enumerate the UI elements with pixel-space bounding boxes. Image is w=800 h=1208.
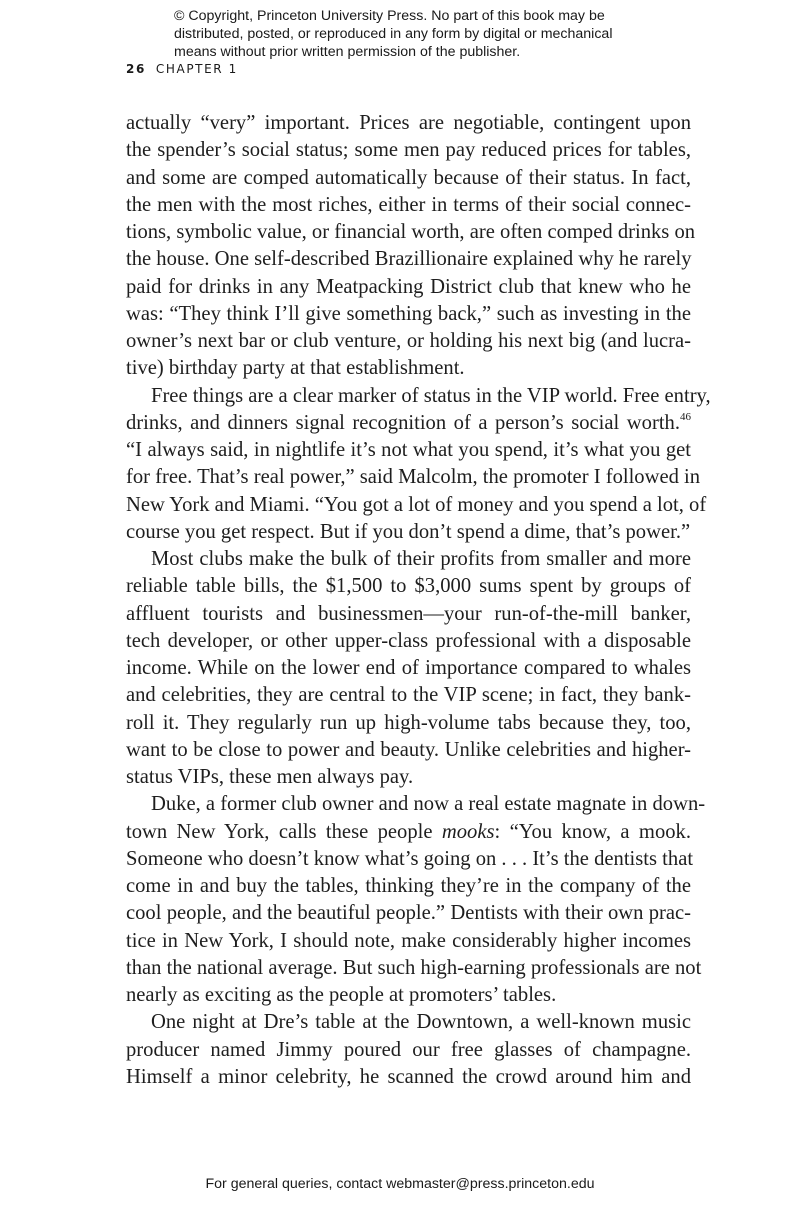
paragraph-start-line: Free things are a clear marker of status in the VIP world. Free entry, [151,384,711,407]
text-line: income. While on the lower end of importance compared to whales [126,657,691,679]
text-line: tice in New York, I should note, make considerably higher incomes [126,929,691,952]
text-line: nearly as exciting as the people at promoters’ tables. [126,984,557,1006]
copyright-line: distributed, posted, or reproduced in any form by digital or mechanical [174,26,613,42]
text-line: New York and Miami. “You got a lot of money and you spend a lot, of [126,493,707,516]
text-line: the house. One self-described Brazillionaire explained why he rarely [126,248,692,271]
text-segment: town New York, calls these people [126,820,442,843]
copyright-notice [174,7,644,61]
paragraph-start-line: One night at Dre’s table at the Downtown, a well-known music [151,1011,691,1034]
text-line: want to be close to power and beauty. Unlike celebrities and higher- [126,738,691,761]
running-head [126,62,238,76]
copyright-line: means without prior written permission of the publisher. [174,44,521,60]
text-line: come in and buy the tables, thinking they’re in the company of the [126,875,691,897]
paragraph-start-line: Most clubs make the bulk of their profits from smaller and more [151,548,691,570]
paragraph-start-line: Duke, a former club owner and now a real estate magnate in down- [151,793,706,816]
text-line: tech developer, or other upper-class professional with a disposable [126,629,691,652]
chapter-label: CHAPTER 1 [155,62,238,76]
text-line: tive) birthday party at that establishment. [126,357,465,380]
text-line: Himself a minor celebrity, he scanned the crowd around him and [126,1065,691,1088]
text-line: owner’s next bar or club venture, or holding his next big (and lucra- [126,330,691,352]
text-line: producer named Jimmy poured our free glasses of champagne. [126,1038,691,1061]
text-line: “I always said, in nightlife it’s not what you spend, it’s what you get [126,439,691,461]
text-segment: : “You know, a mook. [494,820,691,843]
text-line: than the national average. But such high-earning professionals are not [126,956,702,979]
text-line: paid for drinks in any Meatpacking District club that knew who he [126,275,691,298]
text-line: Someone who doesn’t know what’s going on . . . It’s the dentists that [126,847,694,870]
copyright-line: © Copyright, Princeton University Press. No part of this book may be [174,8,605,24]
text-line: course you get respect. But if you don’t spend a dime, that’s power.” [126,520,691,543]
text-line: affluent tourists and businessmen—your run-of-the-mill banker, [126,602,691,625]
text-line: and celebrities, they are central to the VIP scene; in fact, they bank- [126,684,691,707]
body-text [126,110,711,1091]
text-segment: drinks, and dinners signal recognition of a person’s social worth. [126,411,680,434]
text-line [126,819,691,846]
text-line: status VIPs, these men always pay. [126,766,414,788]
text-line: the spender’s social status; some men pay reduced prices for tables, [126,139,691,162]
italic-term: mooks [441,820,495,843]
text-line: reliable table bills, the $1,500 to $3,000 sums spent by groups of [126,575,691,598]
text-line: and some are comped automatically because of their status. In fact, [126,166,691,189]
text-line: the men with the most riches, either in terms of their social connec- [126,193,691,216]
text-line [126,410,691,437]
footnote-ref[interactable]: 46 [680,410,691,423]
text-line: tions, symbolic value, or financial worth, are often comped drinks on [126,221,696,243]
text-line: cool people, and the beautiful people.” Dentists with their own prac- [126,902,691,925]
text-line: was: “They think I’ll give something back,” such as investing in the [126,302,691,325]
text-line: actually “very” important. Prices are negotiable, contingent upon [126,112,691,134]
footer-contact: For general queries, contact webmaster@press.princeton.edu [205,1176,595,1192]
text-line: for free. That’s real power,” said Malcolm, the promoter I followed in [126,466,701,489]
page-number: 26 [126,62,146,76]
text-line: roll it. They regularly run up high-volume tabs because they, too, [126,711,691,734]
